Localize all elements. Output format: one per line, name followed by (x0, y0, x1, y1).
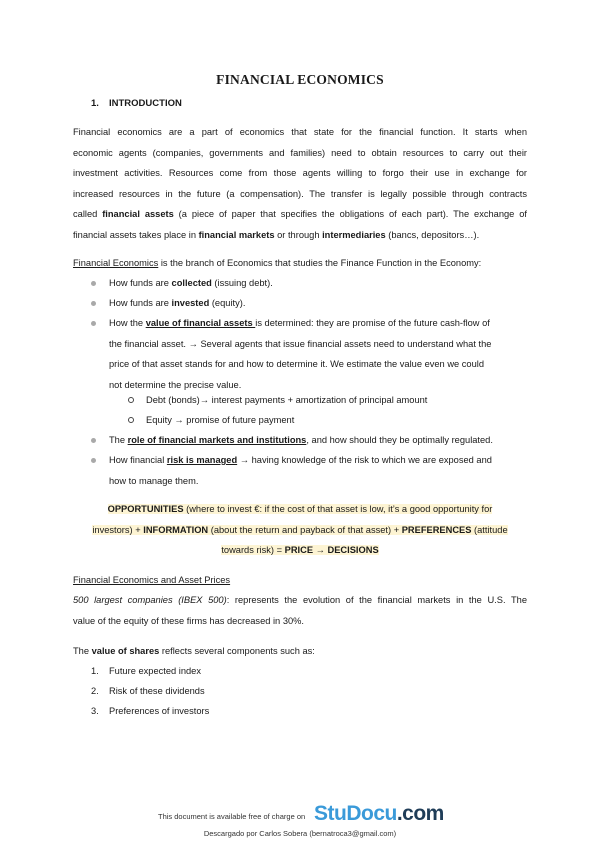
bullet-text (109, 273, 527, 294)
bullet-icon (91, 301, 96, 306)
item-number: 3. (91, 706, 99, 716)
text-run: (a piece of paper that specifies the obligations of each part). The exchange of (173, 209, 528, 219)
text-run: towards risk) = (221, 545, 285, 555)
bullet-text (109, 313, 527, 395)
item-text: Preferences of investors (109, 706, 210, 716)
text-bold: invested (171, 298, 210, 308)
section-heading-introduction (91, 98, 182, 109)
asset-prices-heading (73, 570, 527, 591)
sub-bullet-text: Equity → promise of future payment (146, 415, 295, 425)
formula-line (73, 520, 527, 541)
sub-bullet-text: Debt (bonds)→ interest payments + amortization of principal amount (146, 395, 428, 405)
text-run: How funds are (109, 298, 172, 308)
intro-line: increased resources in the future (a compensation). The transfer is legally possible through contracts (73, 188, 527, 199)
intro-line (73, 204, 527, 225)
numbered-item (91, 701, 209, 722)
text-run: (bancs, depositors…). (385, 229, 480, 240)
bullet-text (109, 293, 527, 314)
item-number: 1. (91, 666, 99, 676)
logo-domain: .com (396, 802, 444, 825)
text-run: , and how should they be optimally regulated. (306, 435, 493, 445)
item-number: 2. (91, 686, 99, 696)
text-run: (equity). (209, 298, 246, 308)
formula-term: OPPORTUNITIES (107, 504, 184, 514)
text-bold: value of shares (91, 646, 160, 656)
bullet-icon (91, 321, 96, 326)
text-run: : represents the evolution of the financial markets in the U.S. The (226, 595, 527, 605)
text-run: The (73, 646, 92, 656)
text-line (109, 450, 527, 471)
text-run: → having knowledge of the risk to which we are exposed and (237, 455, 492, 465)
text-line: not determine the precise value. (109, 379, 242, 390)
text-bold: collected (171, 278, 212, 288)
numbered-item (91, 661, 201, 682)
text-line: how to manage them. (109, 475, 199, 486)
text-run: reflects several components such as: (159, 646, 315, 656)
term-financial-economics: Financial Economics (73, 258, 159, 268)
text-run: How financial (109, 455, 167, 465)
circle-bullet-icon (128, 417, 134, 423)
term-financial-markets: financial markets (198, 229, 275, 240)
highlight (92, 525, 507, 535)
formula-line (73, 499, 527, 520)
intro-line: investment activities. Resources come from those agents willing to forgo their use in exchange for (73, 168, 527, 178)
bullet-icon (91, 281, 96, 286)
item-text: Risk of these dividends (109, 686, 205, 696)
text-run: How funds are (109, 278, 172, 288)
formula-term: PRICE → DECISIONS (284, 545, 379, 555)
text-run: financial assets takes place in (73, 229, 199, 240)
circle-bullet-icon (128, 397, 134, 403)
term-intermediaries: intermediaries (322, 229, 386, 240)
fe-definition (73, 253, 527, 274)
text-run: How the (109, 318, 146, 328)
text-bold-underline: role of financial markets and institutions (127, 435, 307, 445)
highlight (221, 545, 378, 555)
text-run: or through (274, 229, 323, 240)
text-italic: 500 largest companies (IBEX 500) (73, 595, 227, 605)
text-run: is determined: they are promise of the future cash-flow of (255, 318, 490, 328)
intro-paragraph (73, 122, 527, 245)
text-line: value of the equity of these firms has decreased in 30%. (73, 615, 305, 626)
text-line: price of that asset stands for and how to determine it. We estimate the value even we could (109, 359, 485, 369)
text-line (109, 313, 527, 334)
shares-intro (73, 641, 527, 662)
studocu-logo[interactable] (314, 802, 444, 826)
bullet-icon (91, 458, 96, 463)
text-run: The (109, 435, 128, 445)
text-line: the financial asset. → Several agents that issue financial assets need to understand what the (109, 338, 492, 349)
intro-line: Financial economics are a part of economics that state for the financial function. It starts when (73, 127, 527, 137)
numbered-item (91, 681, 205, 702)
text-run: (attitude (471, 524, 508, 535)
formula-line (73, 540, 527, 561)
text-bold-underline: value of financial assets (145, 318, 256, 328)
text-line (73, 590, 527, 611)
footer-downloaded-text: Descargado por Carlos Sobera (bernatroca3@gmail.com) (203, 829, 397, 838)
text-run: (about the return and payback of that asset) + (208, 524, 402, 535)
document-title: FINANCIAL ECONOMICS (216, 72, 384, 87)
bullet-icon (91, 438, 96, 443)
bullet-text (109, 430, 527, 451)
text-bold-underline: risk is managed (166, 455, 238, 465)
intro-line (73, 225, 527, 246)
text-run: called (73, 209, 103, 219)
subheading: Financial Economics and Asset Prices (73, 575, 231, 585)
text-run: is the branch of Economics that studies the Finance Function in the Economy: (158, 258, 482, 268)
text-run: (issuing debt). (211, 278, 273, 288)
term-financial-assets: financial assets (102, 209, 174, 219)
formula-term: PREFERENCES (401, 524, 472, 535)
formula-block (73, 499, 527, 561)
logo-text: StuDocu (314, 802, 397, 825)
text-run: (where to invest €: if the cost of that asset is low, it’s a good opportunity for (183, 504, 493, 514)
intro-line: economic agents (companies, governments and families) need to obtain resources to carry out their (73, 147, 527, 158)
footer-available-text: This document is available free of charge on (158, 812, 306, 821)
item-text: Future expected index (109, 666, 201, 676)
highlight (108, 504, 493, 514)
text-run: investors) + (92, 524, 144, 535)
formula-term: INFORMATION (143, 524, 209, 535)
bullet-text (109, 450, 527, 491)
section-number: 1. (91, 98, 99, 109)
asset-prices-paragraph (73, 590, 527, 631)
section-label: INTRODUCTION (109, 98, 182, 109)
